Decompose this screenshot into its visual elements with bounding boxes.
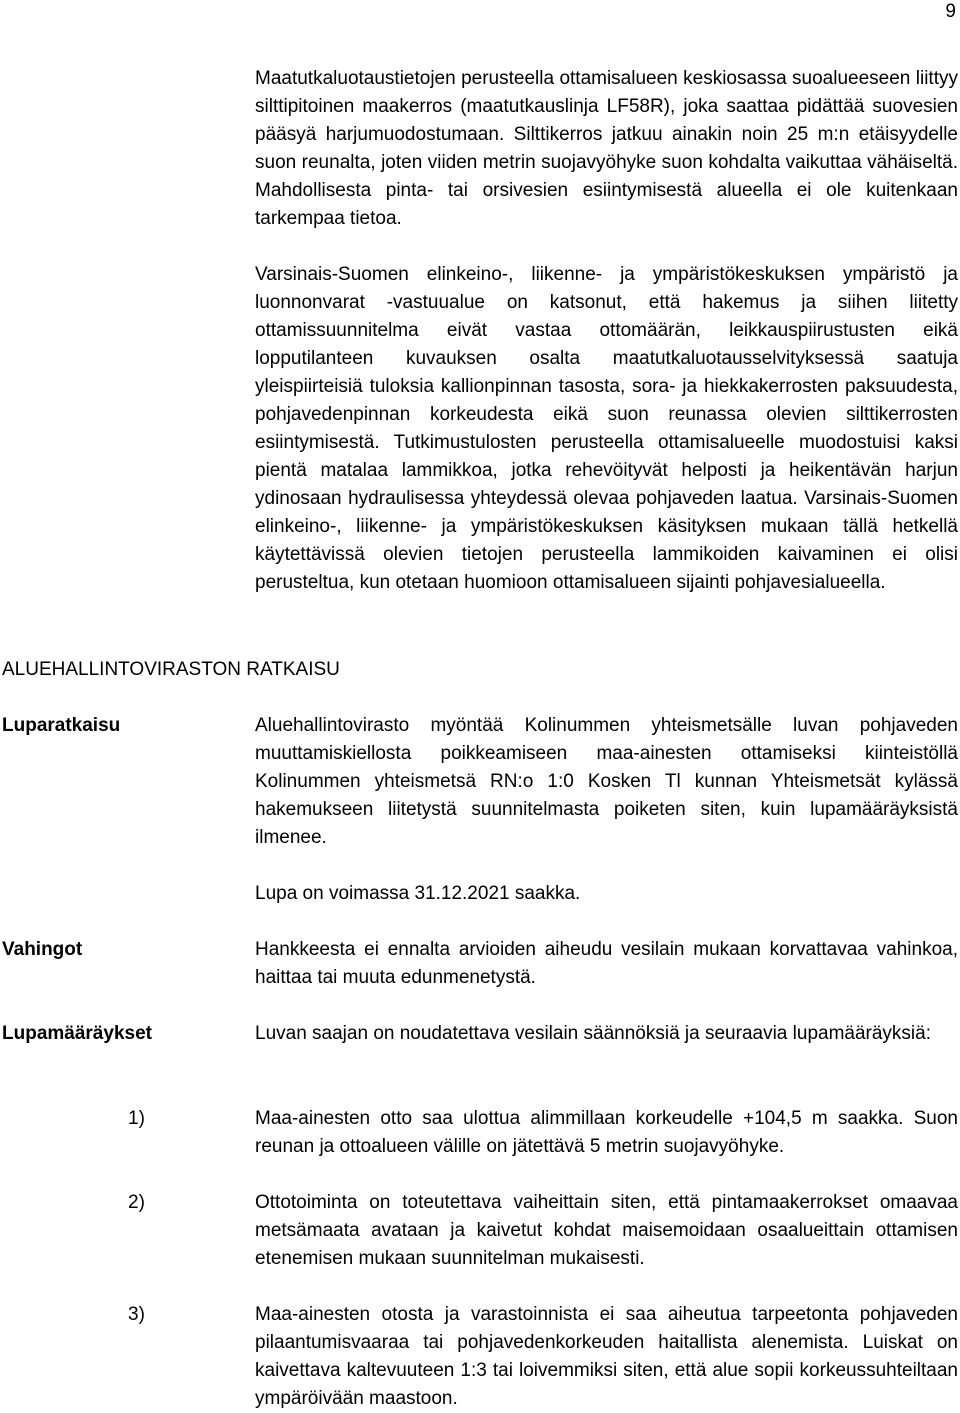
condition-number-3: 3) [128,1304,145,1325]
label-vahingot: Vahingot [2,939,83,960]
condition-text-2: Ottotoiminta on toteutettava vaiheittain siten, että pintamaakerrokset omaavaa metsämaata avataan ja kaivetut kohdat maisemoidaan osaalueittain ottamisen etenemisen mukaan suunnitelman mukaisesti. [255,1192,958,1269]
condition-number-2: 2) [128,1192,145,1213]
paragraph-ely-opinion: Varsinais-Suomen elinkeino-, liikenne- ja ympäristökeskuksen ympäristö ja luonnonvarat -vastuualue on katsonut, että hakemus ja siihen liitetty ottamissuunnitelma eivät vastaa ottomäärän, leikkauspiirustusten eikä lopputilanteen kuvauksen osalta maatutkaluotausselvityksessä saatuja yleispiirteisiä tuloksia kallionpinnan tasosta, sora- ja hiekkakerrosten paksuudesta, pohjavedenpinnan korkeudesta eikä suon reunassa olevien silttikerrosten esiintymisestä. Tutkimustulosten perusteella ottamisalueelle muodostuisi kaksi pientä matalaa lammikkoa, jotka rehevöityvät helposti ja heikentävän harjun ydinosaan hydraulisessa yhteydessä olevaa pohjaveden laatua. Varsinais-Suomen elinkeino-, liikenne- ja ympäristökeskuksen käsityksen mukaan tällä hetkellä käytettävissä olevien tietojen perusteella lammikoiden kaivaminen ei olisi perusteltua, kun otetaan huomioon ottamisalueen sijainti pohjavesialueella. [255,264,958,593]
label-luparatkaisu: Luparatkaisu [2,715,121,736]
paragraph-permit-decision: Aluehallintovirasto myöntää Kolinummen yhteismetsälle luvan pohjaveden muuttamiskiellosta poikkeamiseen maa-ainesten ottamiseksi kiinteistöllä Kolinummen yhteismetsä RN:o 1:0 Kosken Tl kunnan Yhteismetsät kylässä hakemukseen liitetystä suunnitelmasta poiketen siten, kuin lupamääräyksistä ilmenee. [255,715,958,848]
condition-number-1: 1) [128,1108,145,1129]
decision-heading: ALUEHALLINTOVIRASTON RATKAISU [2,659,340,680]
condition-text-3: Maa-ainesten otosta ja varastoinnista ei saa aiheutua tarpeetonta pohjaveden pilaantumisvaaraa tai pohjavedenkorkeuden haitallista alenemista. Luiskat on kaivettava kaltevuuteen 1:3 tai loivemmiksi siten, että alue sopii korkeussuhteiltaan ympäröivään maastoon. [255,1304,958,1409]
condition-text-1: Maa-ainesten otto saa ulottua alimmillaan korkeudelle +104,5 m saakka. Suon reunan ja ottoalueen välille on jätettävä 5 metrin suojavyöhyke. [255,1108,958,1157]
paragraph-permit-validity: Lupa on voimassa 31.12.2021 saakka. [255,883,581,904]
paragraph-permit-conditions-intro: Luvan saajan on noudatettava vesilain säännöksiä ja seuraavia lupamääräyksiä: [255,1023,931,1044]
label-lupamaaraykset: Lupamääräykset [2,1023,152,1044]
paragraph-damages: Hankkeesta ei ennalta arvioiden aiheudu vesilain mukaan korvattavaa vahinkoa, haittaa tai muuta edunmenetystä. [255,939,958,988]
page-number: 9 [945,1,956,22]
paragraph-ground-radar: Maatutkaluotaustietojen perusteella ottamisalueen keskiosassa suoalueeseen liittyy silttipitoinen maakerros (maatutkauslinja LF58R), joka saattaa pidättää suovesien pääsyä harjumuodostumaan. Silttikerros jatkuu ainakin noin 25 m:n etäisyydelle suon reunalta, joten viiden metrin suojavyöhyke suon kohdalta vaikuttaa vähäiseltä. Mahdollisesta pinta- tai orsivesien esiintymisestä alueella ei ole kuitenkaan tarkempaa tietoa. [255,68,958,229]
